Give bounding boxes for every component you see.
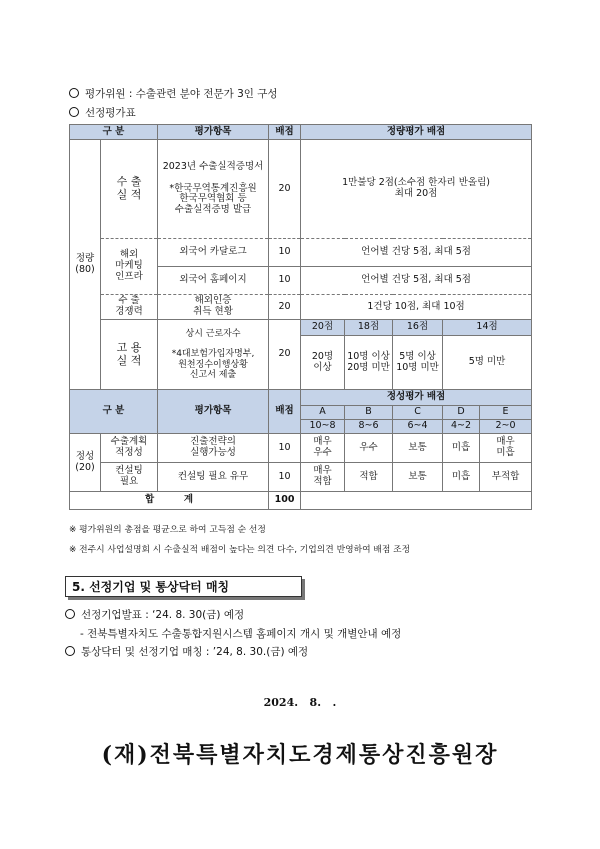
table-title-line [69, 105, 136, 120]
homepage-rule: 언어별 건당 5점, 최대 5점 [301, 267, 532, 295]
plan-val-c: 보통 [393, 434, 443, 463]
header-qual: 정성평가 배점 [301, 390, 532, 406]
circle-bullet-icon [65, 609, 75, 619]
employ-category: 고 용 실 적 [101, 320, 158, 390]
grade-c: C [393, 406, 443, 420]
employ-range-4: 5명 미만 [443, 336, 532, 390]
grade-a: A [301, 406, 345, 420]
plan-item: 진출전략의 실행가능성 [158, 434, 269, 463]
header-quant: 정량평가 배점 [301, 125, 532, 140]
section5-item-3 [65, 644, 308, 659]
grade-range-b: 8~6 [345, 420, 393, 434]
consult-val-d: 미흡 [443, 463, 480, 492]
header2-score: 배점 [269, 390, 301, 434]
consult-val-e: 부적합 [480, 463, 532, 492]
note-1: ※ 평가위원의 총점을 평균으로 하여 고득점 순 선정 [69, 525, 266, 535]
plan-score: 10 [269, 434, 301, 463]
infra-category: 해외 마케팅 인프라 [101, 239, 158, 295]
compete-category: 수 출 경쟁력 [101, 295, 158, 320]
note-2: ※ 전주시 사업설명회 시 수출실적 배점이 높다는 의견 다수, 기업의견 반영하여 배점 조정 [69, 545, 411, 555]
export-category: 수 출 실 적 [101, 140, 158, 239]
consult-val-b: 적합 [345, 463, 393, 492]
circle-bullet-icon [69, 107, 79, 117]
consult-val-a: 매우 적합 [301, 463, 345, 492]
evaluation-table [69, 124, 532, 510]
circle-bullet-icon [69, 88, 79, 98]
employ-points-4: 14점 [443, 320, 532, 336]
homepage-score: 10 [269, 267, 301, 295]
grade-e: E [480, 406, 532, 420]
header-score: 배점 [269, 125, 301, 140]
evaluators-text: 평가위원 : 수출관련 분야 전문가 3인 구성 [85, 88, 278, 100]
employ-range-1: 20명 이상 [301, 336, 345, 390]
total-empty [301, 492, 532, 510]
homepage-item: 외국어 홈페이지 [158, 267, 269, 295]
section5-item-1-text: 선정기업발표 : ‘24. 8. 30(금) 예정 [81, 609, 245, 621]
plan-category: 수출계획 적정성 [101, 434, 158, 463]
section5-title: 5. 선정기업 및 통상닥터 매칭 [65, 576, 302, 597]
compete-item: 해외인증 취득 현황 [158, 295, 269, 320]
employ-points-1: 20점 [301, 320, 345, 336]
plan-val-a: 매우 우수 [301, 434, 345, 463]
organization-name: (재)전북특별자치도경제통상진흥원장 [101, 742, 499, 768]
qual-group-label: 정성 (20) [70, 434, 101, 492]
catalog-item: 외국어 카달로그 [158, 239, 269, 267]
catalog-rule: 언어별 건당 5점, 최대 5점 [301, 239, 532, 267]
employ-points-2: 18점 [345, 320, 393, 336]
grade-range-e: 2~0 [480, 420, 532, 434]
export-score: 20 [269, 140, 301, 239]
grade-range-a: 10~8 [301, 420, 345, 434]
document-date: 2024. 8. . [263, 696, 337, 709]
employ-range-2: 10명 이상 20명 미만 [345, 336, 393, 390]
grade-d: D [443, 406, 480, 420]
consult-item: 컨설팅 필요 유무 [158, 463, 269, 492]
grade-range-d: 4~2 [443, 420, 480, 434]
plan-val-d: 미흡 [443, 434, 480, 463]
plan-val-b: 우수 [345, 434, 393, 463]
header2-section: 구 분 [70, 390, 158, 434]
consult-score: 10 [269, 463, 301, 492]
evaluators-line [69, 86, 278, 101]
total-label: 합 계 [70, 492, 269, 510]
compete-score: 20 [269, 295, 301, 320]
section5-item-3-text: 통상닥터 및 선정기업 매칭 : ’24, 8. 30.(금) 예정 [81, 646, 309, 658]
section5-item-1 [65, 607, 244, 622]
header-section: 구 분 [70, 125, 158, 140]
header2-item: 평가항목 [158, 390, 269, 434]
catalog-score: 10 [269, 239, 301, 267]
employ-points-3: 16점 [393, 320, 443, 336]
quant-group-label: 정량 (80) [70, 140, 101, 390]
compete-rule: 1건당 10점, 최대 10점 [301, 295, 532, 320]
consult-val-c: 보통 [393, 463, 443, 492]
circle-bullet-icon [65, 646, 75, 656]
export-item: 2023년 수출실적증명서 *한국무역통계진흥원 한국무역협회 등 수출실적증명 발급 [158, 140, 269, 239]
table-title-text: 선정평가표 [85, 107, 136, 119]
plan-val-e: 매우 미흡 [480, 434, 532, 463]
consult-category: 컨설팅 필요 [101, 463, 158, 492]
employ-item: 상시 근로자수 *4대보험가입자명부, 원천징수이행상황 신고서 제출 [158, 320, 269, 390]
header-item: 평가항목 [158, 125, 269, 140]
employ-score: 20 [269, 320, 301, 390]
section5-item-2: - 전북특별자치도 수출통합지원시스템 홈페이지 개시 및 개별안내 예정 [80, 628, 402, 640]
grade-range-c: 6~4 [393, 420, 443, 434]
employ-range-3: 5명 이상 10명 미만 [393, 336, 443, 390]
export-rule: 1만불당 2점(소수점 한자리 반올림) 최대 20점 [301, 140, 532, 239]
grade-b: B [345, 406, 393, 420]
total-score: 100 [269, 492, 301, 510]
